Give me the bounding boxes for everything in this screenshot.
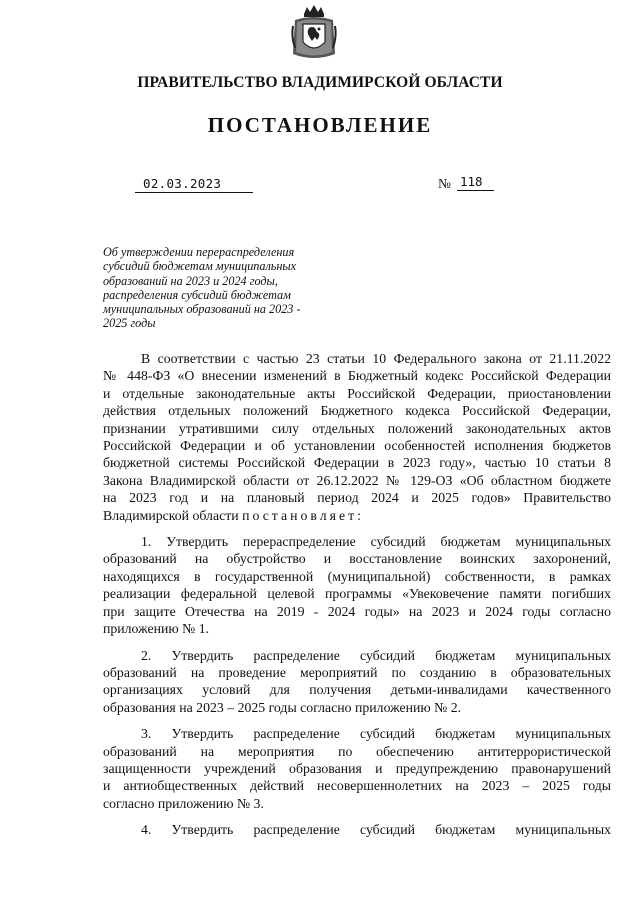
government-title: ПРАВИТЕЛЬСТВО ВЛАДИМИРСКОЙ ОБЛАСТИ	[137, 74, 503, 91]
item-paragraph-2	[103, 647, 611, 717]
preamble-paragraph	[103, 350, 611, 524]
body-line: действия отдельных положений Бюджетного кодекса Российской Федерации,	[103, 403, 611, 419]
body-line: и отдельные законодательные акты Российской Федерации, приостановлении	[103, 385, 611, 401]
coat-of-arms-emblem	[289, 4, 339, 62]
subject-line: 2025 годы	[103, 316, 156, 331]
body-line: и антиобщественных действий несовершеннолетних на 2023 – 2025 годы	[103, 778, 611, 794]
subject-line: образований на 2023 и 2024 годы,	[103, 273, 278, 288]
item-paragraph-3	[103, 725, 611, 812]
subject-line: субсидий бюджетам муниципальных	[103, 259, 297, 274]
body-line: 1. Утвердить перераспределение субсидий бюджетам муниципальных	[141, 534, 611, 550]
document-number: 118	[457, 174, 494, 191]
body-line: находящихся в государственной (муниципальной) собственности, в рамках	[103, 568, 611, 584]
body-line: образований на мероприятия по обеспечению антитеррористической	[103, 743, 611, 759]
body-line: № 448-ФЗ «О внесении изменений в Бюджетный кодекс Российской Федерации	[103, 368, 611, 384]
body-line: организациях условий для получения детьми-инвалидами качественного	[103, 682, 611, 698]
body-line: бюджетной системы Российской Федерации в 2023 году», частью 10 статьи 8	[103, 455, 611, 471]
body-line: образований на обустройство и восстановление воинских захоронений,	[103, 551, 611, 567]
subject-line: распределения субсидий бюджетам	[103, 287, 291, 302]
body-line: 2. Утвердить распределение субсидий бюджетам муниципальных	[141, 647, 611, 663]
resolves-word: постановляет:	[242, 507, 364, 523]
body-line: образования на 2023 – 2025 годы согласно приложению № 2.	[103, 699, 462, 715]
body-line: Закона Владимирской области от 26.12.2022 № 129-ОЗ «Об областном бюджете	[103, 472, 611, 488]
body-line: 4. Утвердить распределение субсидий бюджетам муниципальных	[141, 822, 611, 838]
body-line: согласно приложению № 3.	[103, 795, 264, 811]
body-line: защищенности учреждений образования и предупреждению правонарушений	[103, 760, 611, 776]
number-sign: №	[438, 176, 451, 191]
body-line: признании утратившими силу отдельных положений законодательных актов	[103, 420, 611, 436]
document-body	[103, 350, 611, 839]
subject-line: Об утверждении перераспределения	[103, 245, 295, 259]
body-line: 3. Утвердить распределение субсидий бюджетам муниципальных	[141, 726, 611, 742]
body-line: приложению № 1.	[103, 621, 210, 637]
subject-line: муниципальных образований на 2023 -	[103, 302, 301, 317]
body-line: Российской Федерации и об установлении особенностей исполнения бюджетов	[103, 438, 611, 454]
document-date: 02.03.2023	[135, 176, 253, 193]
preamble-prefix: Владимирской области	[103, 507, 243, 523]
document-subject	[103, 245, 308, 331]
body-line: при защите Отечества на 2019 - 2024 годы» на 2023 и 2024 годы согласно	[103, 603, 611, 619]
item-paragraph-1	[103, 533, 611, 637]
item-paragraph-4	[103, 821, 611, 838]
body-line: реализации федеральной целевой программы «Увековечение памяти погибших	[103, 586, 611, 602]
body-line: образований на проведение мероприятий по созданию в образовательных	[103, 664, 611, 680]
body-line	[103, 507, 611, 524]
body-line: на 2023 год и на плановый период 2024 и 2025 годов» Правительство	[103, 490, 611, 506]
body-line: В соответствии с частью 23 статьи 10 Федерального закона от 21.11.2022	[141, 351, 611, 366]
document-type: ПОСТАНОВЛЕНИЕ	[207, 113, 433, 137]
